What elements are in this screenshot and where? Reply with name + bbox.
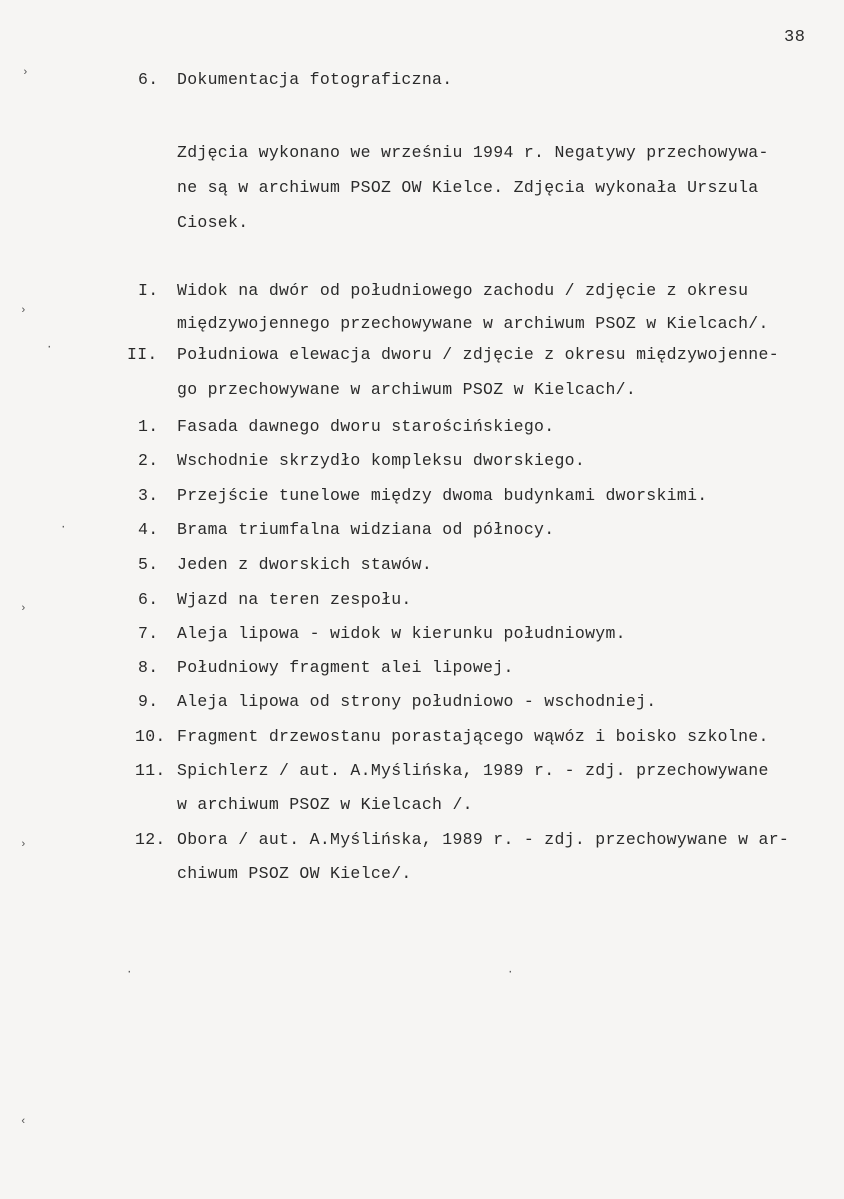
list-item-text: Widok na dwór od południowego zachodu / zdjęcie z okresu: [177, 281, 749, 300]
intro-line: ne są w archiwum PSOZ OW Kielce. Zdjęcia wykonała Urszula: [177, 178, 759, 197]
list-item-text: Fasada dawnego dworu starościńskiego.: [177, 417, 555, 436]
list-item-number: 9.: [138, 692, 159, 711]
margin-mark-icon: ·: [46, 342, 53, 354]
list-item-number: 10.: [135, 727, 166, 746]
list-item-number: 1.: [138, 417, 159, 436]
list-item-text: Jeden z dworskich stawów.: [177, 555, 433, 574]
section-number: 6.: [138, 70, 159, 89]
list-item-number: 12.: [135, 830, 166, 849]
list-item-text: w archiwum PSOZ w Kielcach /.: [177, 795, 473, 814]
list-item-number: I.: [138, 281, 159, 300]
list-item-number: 11.: [135, 761, 166, 780]
list-item-text: Przejście tunelowe między dwoma budynkami dworskimi.: [177, 486, 708, 505]
margin-mark-icon: ·: [126, 967, 133, 979]
list-item-number: 6.: [138, 590, 159, 609]
list-item-text: Aleja lipowa - widok w kierunku południowym.: [177, 624, 626, 643]
margin-mark-icon: ›: [20, 839, 27, 851]
list-item-number: 2.: [138, 451, 159, 470]
margin-mark-icon: ›: [22, 67, 29, 79]
list-item-text: Obora / aut. A.Myślińska, 1989 r. - zdj. przechowywane w ar-: [177, 830, 790, 849]
list-item-number: 3.: [138, 486, 159, 505]
list-item-text: Południowy fragment alei lipowej.: [177, 658, 514, 677]
list-item-number: 8.: [138, 658, 159, 677]
margin-mark-icon: ·: [60, 522, 67, 534]
page-number: 38: [784, 28, 806, 47]
margin-mark-icon: ‹: [20, 1116, 27, 1128]
margin-mark-icon: ·: [507, 967, 514, 979]
list-item-text: Wjazd na teren zespołu.: [177, 590, 412, 609]
list-item-number: II.: [127, 345, 158, 364]
intro-line: Zdjęcia wykonano we wrześniu 1994 r. Negatywy przechowywa-: [177, 143, 769, 162]
list-item-text: Spichlerz / aut. A.Myślińska, 1989 r. - zdj. przechowywane: [177, 761, 769, 780]
margin-mark-icon: ›: [20, 305, 27, 317]
list-item-number: 4.: [138, 520, 159, 539]
list-item-number: 7.: [138, 624, 159, 643]
list-item-text: Brama triumfalna widziana od północy.: [177, 520, 555, 539]
list-item-text: chiwum PSOZ OW Kielce/.: [177, 864, 412, 883]
margin-mark-icon: ›: [20, 603, 27, 615]
list-item-text: Wschodnie skrzydło kompleksu dworskiego.: [177, 451, 586, 470]
list-item-text: międzywojennego przechowywane w archiwum PSOZ w Kielcach/.: [177, 314, 769, 333]
list-item-number: 5.: [138, 555, 159, 574]
list-item-text: Południowa elewacja dworu / zdjęcie z okresu międzywojenne-: [177, 345, 779, 364]
intro-line: Ciosek.: [177, 213, 249, 232]
list-item-text: go przechowywane w archiwum PSOZ w Kielcach/.: [177, 380, 637, 399]
section-title: Dokumentacja fotograficzna.: [177, 70, 453, 89]
list-item-text: Fragment drzewostanu porastającego wąwóz i boisko szkolne.: [177, 727, 769, 746]
list-item-text: Aleja lipowa od strony południowo - wschodniej.: [177, 692, 657, 711]
